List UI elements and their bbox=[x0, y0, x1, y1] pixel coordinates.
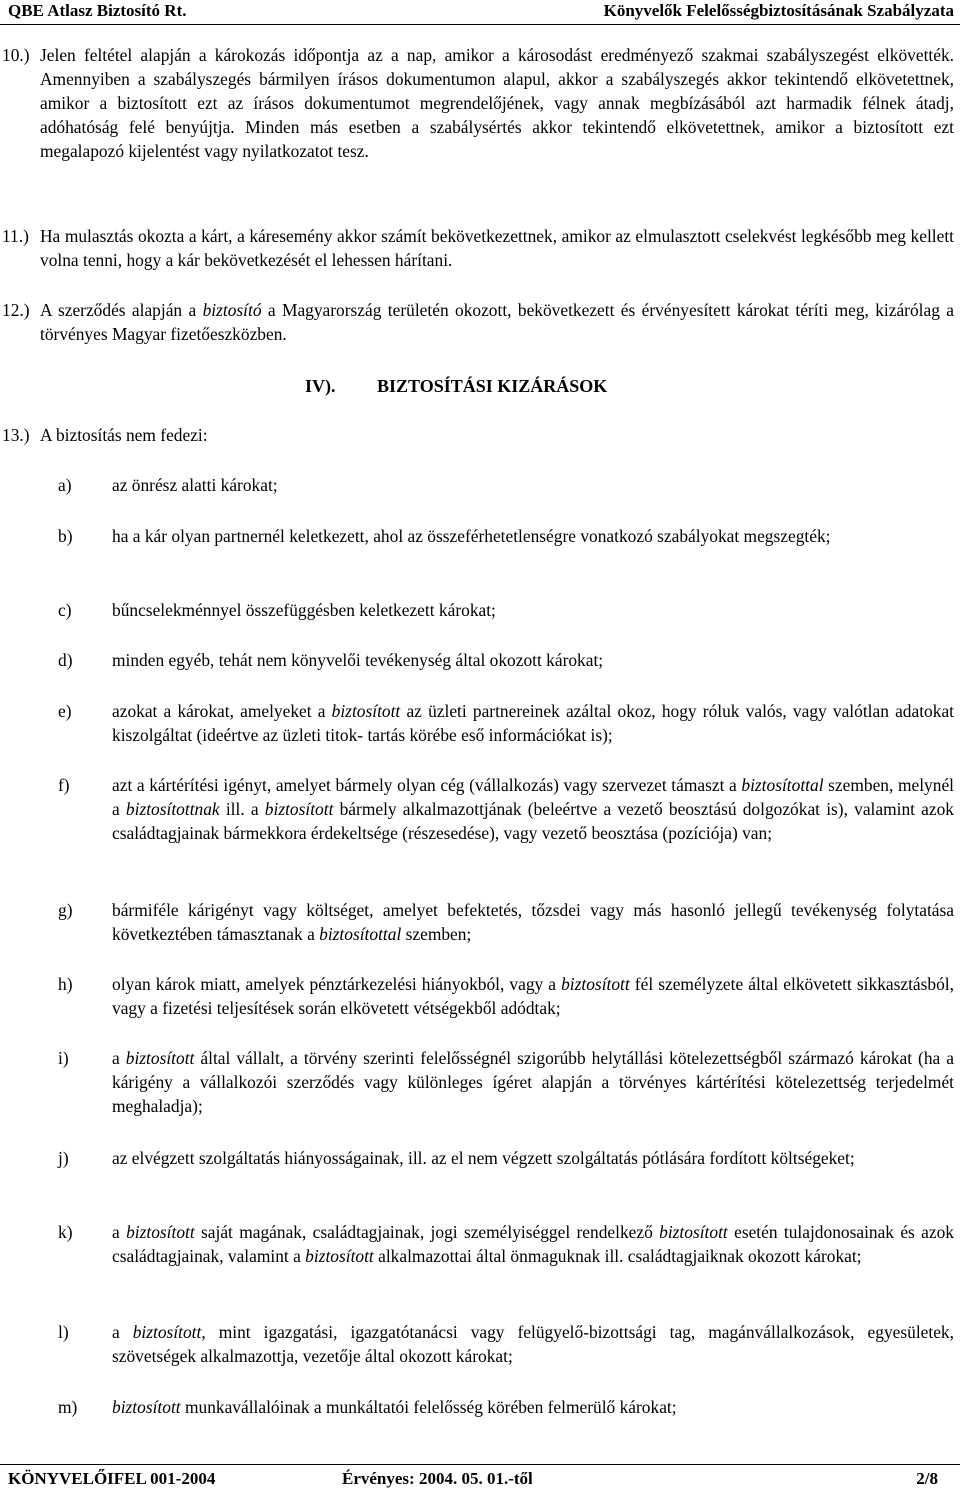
paragraph-11 bbox=[2, 224, 954, 272]
item-letter: a) bbox=[58, 475, 72, 495]
item-text: az elvégzett szolgáltatás hiányosságainak, ill. az el nem végzett szolgáltatás pótlására fordított költségeket; bbox=[112, 1148, 855, 1168]
company-name: QBE Atlasz Biztosító Rt. bbox=[8, 1, 187, 20]
item-text: olyan károk miatt, amelyek pénztárkezelési hiányokból, vagy a biztosított fél személyzete által elkövetett sikkasztásból, vagy a fizetési teljesítések során elkövetett vétségekből adódtak; bbox=[112, 974, 954, 1018]
exclusion-item-l bbox=[58, 1320, 954, 1368]
item-letter: b) bbox=[58, 526, 73, 546]
paragraph-text: Jelen feltétel alapján a károkozás időpontja az a nap, amikor a károsodást eredményező szakmai szabályszegést elkövették. Amennyiben a szabályszegés bármilyen írásos dokumentumon alapul, akkor a szabályszegés akkor tekintendő elkövetettnek, amikor a biztosított ezt az írásos dokumentumot megrendelőjének, vagy annak megbízásából azt harmadik félnek átadj, adóhatóság felé benyújtja. Minden más esetben a szabálysértés akkor tekintendő elkövetettnek, amikor a biztosított ezt megalapozó kijelentést vagy nyilatkozatot tesz. bbox=[40, 45, 954, 161]
item-text: a biztosított, mint igazgatási, igazgatótanácsi vagy felügyelő-bizottsági tag, magánvállalkozások, egyesületek, szövetségek alkalmazottja, vezetője által okozott károkat; bbox=[112, 1322, 954, 1366]
exclusion-item-b bbox=[58, 524, 954, 548]
page-number: 2/8 bbox=[916, 1469, 938, 1488]
paragraph-number: 10.) bbox=[2, 45, 30, 65]
paragraph-13 bbox=[2, 423, 954, 447]
paragraph-text: Ha mulasztás okozta a kárt, a káresemény akkor számít bekövetkezettnek, amikor az elmulasztott cselekvést legkésőbb meg kellett volna tenni, hogy a kár bekövetkezését el lehessen hárítani. bbox=[40, 226, 954, 270]
exclusion-item-k bbox=[58, 1220, 954, 1268]
page-footer bbox=[0, 1466, 960, 1493]
header-divider bbox=[0, 24, 960, 25]
item-text: minden egyéb, tehát nem könyvelői tevékenység által okozott károkat; bbox=[112, 650, 604, 670]
paragraph-10 bbox=[2, 43, 954, 163]
item-letter: i) bbox=[58, 1048, 69, 1068]
exclusion-item-e bbox=[58, 699, 954, 747]
item-text: biztosított munkavállalóinak a munkáltatói felelősség körében felmerülő károkat; bbox=[112, 1397, 677, 1417]
item-letter: f) bbox=[58, 775, 70, 795]
item-text: azokat a károkat, amelyeket a biztosított az üzleti partnereinek azáltal okoz, hogy róluk valós, vagy valótlan adatokat kiszolgáltat (ideértve az üzleti titok- tartás körébe eső információkat is); bbox=[112, 701, 954, 745]
exclusion-item-f bbox=[58, 773, 954, 845]
exclusion-item-g bbox=[58, 898, 954, 946]
exclusion-item-m bbox=[58, 1395, 954, 1419]
paragraph-number: 13.) bbox=[2, 425, 30, 445]
paragraph-number: 11.) bbox=[2, 226, 29, 246]
item-text: bűncselekménnyel összefüggésben keletkezett károkat; bbox=[112, 600, 496, 620]
item-text: bármiféle kárigényt vagy költséget, amelyet befektetés, tőzsdei vagy más hasonló jellegű tevékenység folytatása következtében támasztanak a biztosítottal szemben; bbox=[112, 900, 954, 944]
item-letter: j) bbox=[58, 1148, 69, 1168]
validity-date: Érvényes: 2004. 05. 01.-től bbox=[342, 1469, 533, 1488]
paragraph-text: A biztosítás nem fedezi: bbox=[40, 425, 208, 445]
item-text: a biztosított által vállalt, a törvény szerinti felelősségnél szigorúbb helytállási kötelezettségből származó károkat (ha a kárigény a vállalkozói szerződés vagy különleges ígéret alapján a törvényes kártérítési kötelezettség terjedelmét meghaladja); bbox=[112, 1048, 954, 1116]
exclusion-item-h bbox=[58, 972, 954, 1020]
item-text: azt a kártérítési igényt, amelyet bármely olyan cég (vállalkozás) vagy szervezet támaszt a biztosítottal szemben, melynél a biztosítottnak ill. a biztosított bármely alkalmazottjának (beleértve a vezető beosztású dolgozókat is), valamint azok családtagjainak bármekkora érdekeltsége (részesedése), vagy vezető beosztása (pozíciója) van; bbox=[112, 775, 954, 843]
page-header bbox=[0, 0, 960, 26]
item-letter: d) bbox=[58, 650, 73, 670]
paragraph-text: A szerződés alapján a biztosító a Magyarország területén okozott, bekövetkezett és érvényesített károkat téríti meg, kizárólag a törvényes Magyar fizetőeszközben. bbox=[40, 300, 954, 344]
exclusion-item-j bbox=[58, 1146, 954, 1170]
item-text: az önrész alatti károkat; bbox=[112, 475, 278, 495]
paragraph-12 bbox=[2, 298, 954, 346]
document-code: KÖNYVELŐIFEL 001-2004 bbox=[8, 1469, 216, 1488]
exclusion-item-c bbox=[58, 598, 954, 622]
section-number: IV). bbox=[305, 376, 336, 396]
exclusion-item-i bbox=[58, 1046, 954, 1118]
section-heading: BIZTOSÍTÁSI KIZÁRÁSOK bbox=[377, 376, 608, 396]
exclusion-item-a bbox=[58, 473, 954, 497]
item-text: a biztosított saját magának, családtagjainak, jogi személyiséggel rendelkező biztosított esetén tulajdonosainak és azok családtagjainak, valamint a biztosított alkalmazottai által önmaguknak ill. családtagjaiknak okozott károkat; bbox=[112, 1222, 954, 1266]
document-title: Könyvelők Felelősségbiztosításának Szabályzata bbox=[603, 1, 954, 20]
item-letter: e) bbox=[58, 701, 72, 721]
footer-divider bbox=[0, 1464, 960, 1465]
item-letter: h) bbox=[58, 974, 73, 994]
exclusion-item-d bbox=[58, 648, 954, 672]
item-letter: l) bbox=[58, 1322, 69, 1342]
item-letter: g) bbox=[58, 900, 73, 920]
item-letter: m) bbox=[58, 1397, 78, 1417]
item-letter: k) bbox=[58, 1222, 73, 1242]
paragraph-number: 12.) bbox=[2, 300, 30, 320]
item-letter: c) bbox=[58, 600, 72, 620]
item-text: ha a kár olyan partnernél keletkezett, ahol az összeférhetetlenségre vonatkozó szabályokat megszegték; bbox=[112, 526, 831, 546]
